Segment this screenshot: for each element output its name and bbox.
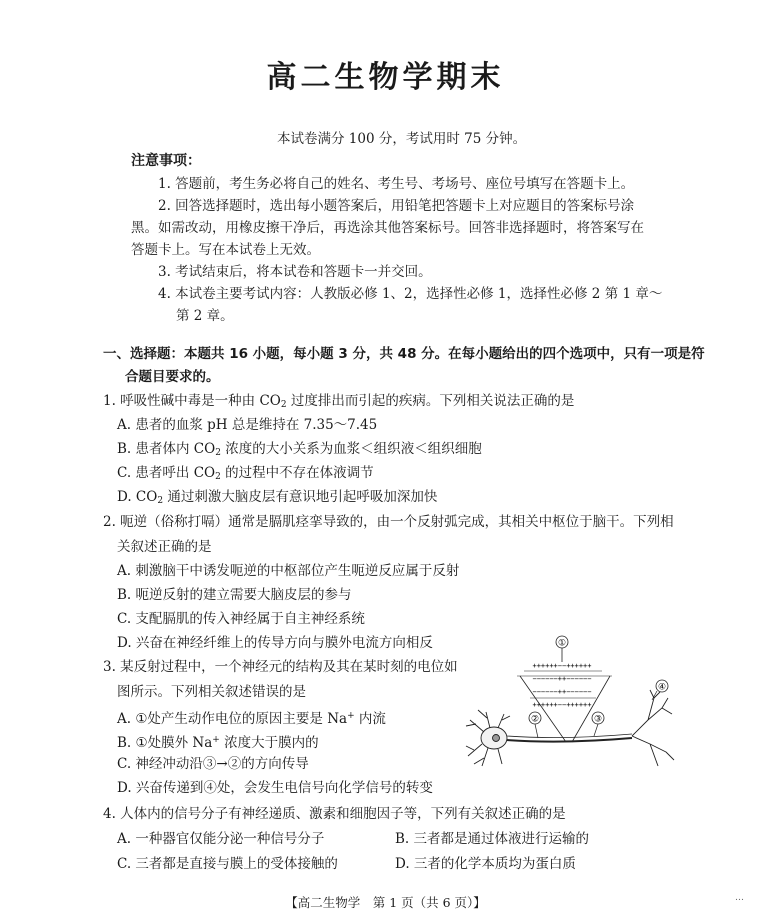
q3-stem: 3. 某反射过程中，一个神经元的结构及其在某时刻的电位如 — [103, 659, 458, 675]
neuron-axon-terminal — [632, 690, 674, 766]
notice-item-4: 4. 本试卷主要考试内容：人教版必修 1、2，选择性必修 1，选择性必修 2 第 1 章～ — [158, 286, 663, 302]
notice-item-4-cont: 第 2 章。 — [176, 308, 234, 324]
q4-option-d: D. 三者的化学本质均为蛋白质 — [395, 856, 576, 872]
q1-option-c: C. 患者呼出 $CO_2$ 的过程中不存在体液调节 — [117, 465, 374, 482]
q3-option-c: C. 神经冲动沿③→②的方向传导 — [117, 756, 309, 772]
q4-option-b: B. 三者都是通过体液进行运输的 — [395, 831, 590, 847]
figure-label-2: ② — [530, 714, 540, 725]
figure-charge-row-3: −−−−−−++−−−−−− — [532, 688, 592, 696]
q1-stem: 1. 呼吸性碱中毒是一种由 $CO_2$ 过度排出而引起的疾病。下列相关说法正确的是 — [103, 393, 575, 410]
figure-label-3: ③ — [593, 714, 603, 725]
q1-option-a: A. 患者的血浆 pH 总是维持在 7.35～7.45 — [117, 417, 378, 433]
neuron-cell-body — [466, 710, 510, 766]
q2-option-b: B. 呃逆反射的建立需要大脑皮层的参与 — [117, 587, 352, 603]
page-footer: 【高二生物学 第 1 页（共 6 页）】 — [285, 895, 486, 910]
q2-option-a: A. 刺激脑干中诱发呃逆的中枢部位产生呃逆反应属于反射 — [117, 563, 460, 579]
section-heading: 一、选择题：本题共 16 小题，每小题 3 分，共 48 分。在每小题给出的四个选项中，只有一项是符 — [103, 346, 705, 362]
q1-option-b: B. 患者体内 $CO_2$ 浓度的大小关系为血浆＜组织液＜组织细胞 — [117, 441, 482, 458]
notice-item-2: 2. 回答选择题时，选出每小题答案后，用铅笔把答题卡上对应题目的答案标号涂 — [158, 198, 635, 214]
q4-option-a: A. 一种器官仅能分泌一种信号分子 — [117, 831, 325, 847]
section-heading-cont: 合题目要求的。 — [125, 369, 220, 385]
q1-option-d: D. $CO_2$ 通过刺激大脑皮层有意识地引起呼吸加深加快 — [117, 489, 438, 506]
neuron-axon — [507, 738, 632, 742]
q4-option-c: C. 三者都是直接与膜上的受体接触的 — [117, 856, 338, 872]
q4-stem: 4. 人体内的信号分子有神经递质、激素和细胞因子等，下列有关叙述正确的是 — [103, 806, 566, 822]
notice-item-2-cont2: 答题卡上。写在本试卷上无效。 — [131, 242, 320, 258]
q2-stem-cont: 关叙述正确的是 — [117, 539, 212, 555]
q3-stem-cont: 图所示。下列相关叙述错误的是 — [117, 684, 306, 700]
exam-intro: 本试卷满分 100 分，考试用时 75 分钟。 — [277, 131, 527, 147]
q3-option-a: A. ①处产生动作电位的原因主要是 Na+ 内流 — [117, 711, 386, 727]
notice-item-1: 1. 答题前，考生务必将自己的姓名、考生号、考场号、座位号填写在答题卡上。 — [158, 176, 635, 192]
page-corner-mark: … — [735, 893, 744, 903]
figure-label-4: ④ — [657, 682, 667, 693]
notice-item-3: 3. 考试结束后，将本试卷和答题卡一并交回。 — [158, 264, 432, 280]
q2-option-d: D. 兴奋在神经纤维上的传导方向与膜外电流方向相反 — [117, 635, 433, 651]
figure-charge-row-2: −−−−−−++−−−−−− — [532, 675, 592, 683]
figure-charge-row-4: ++++++−−++++++ — [532, 701, 592, 709]
q3-option-b: B. ①处膜外 Na+ 浓度大于膜内的 — [117, 735, 319, 751]
q2-option-c: C. 支配膈肌的传入神经属于自主神经系统 — [117, 611, 365, 627]
figure-charge-row-1: ++++++−−++++++ — [532, 662, 592, 670]
q3-option-d: D. 兴奋传递到④处，会发生电信号向化学信号的转变 — [117, 780, 433, 796]
figure-label-1: ① — [557, 638, 567, 649]
page-title: 高二生物学期末 — [266, 60, 505, 95]
neuron-potential-figure — [462, 634, 677, 779]
q2-stem: 2. 呃逆（俗称打嗝）通常是膈肌痉挛导致的，由一个反射弧完成，其相关中枢位于脑干。下列相 — [103, 514, 674, 530]
notice-item-2-cont: 黑。如需改动，用橡皮擦干净后，再选涂其他答案标号。回答非选择题时，将答案写在 — [131, 220, 644, 236]
notice-heading: 注意事项： — [131, 153, 201, 169]
